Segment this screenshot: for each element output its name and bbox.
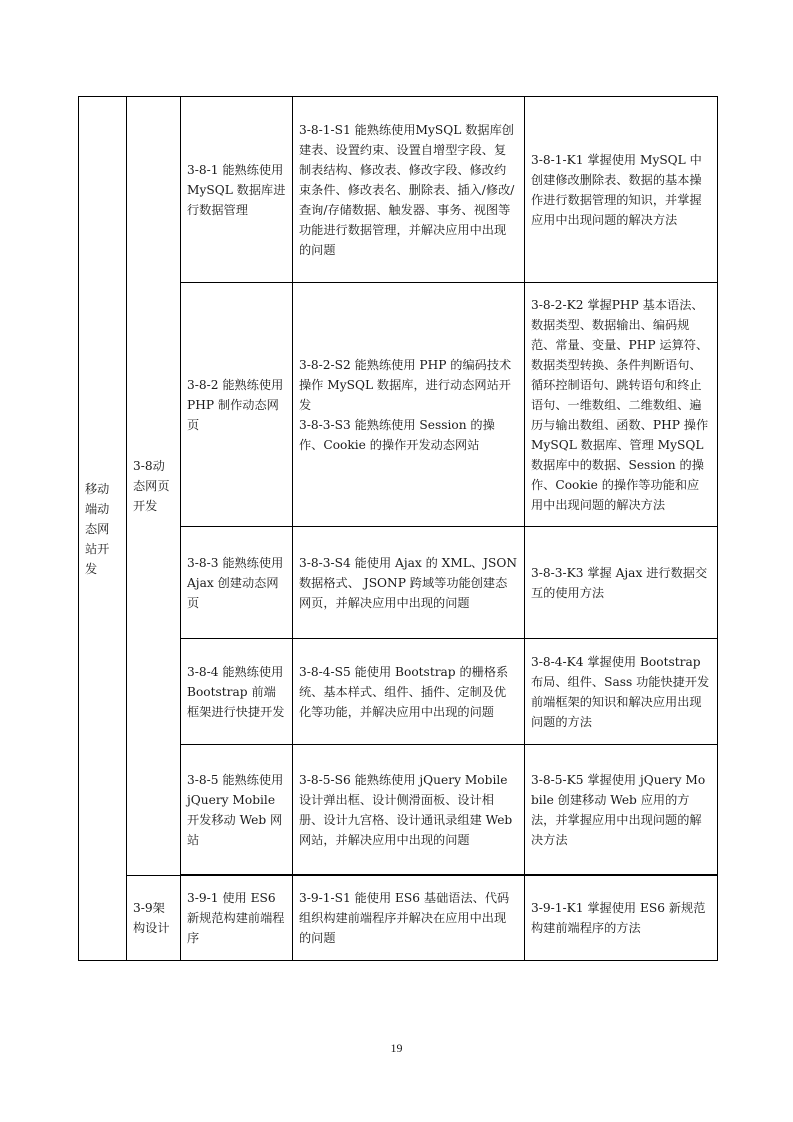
- curriculum-table: [78, 96, 718, 961]
- ability-cell: 3-8-3 能熟练使用 Ajax 创建动态网页: [181, 527, 293, 639]
- ability-cell: 3-8-5 能熟练使用 jQuery Mobile 开发移动 Web 网站: [181, 745, 293, 875]
- ability-cell: 3-8-4 能熟练使用 Bootstrap 前端框架进行快捷开发: [181, 639, 293, 745]
- knowledge-cell: 3-8-4-K4 掌握使用 Bootstrap 布局、组件、Sass 功能快捷开发前端框架的知识和解决应用出现问题的方法: [525, 639, 718, 745]
- knowledge-cell: 3-8-1-K1 掌握使用 MySQL 中创建修改删除表、数据的基本操作进行数据管理的知识，并掌握应用中出现问题的解决方法: [525, 97, 718, 283]
- skill-cell: 3-8-5-S6 能熟练使用 jQuery Mobile 设计弹出框、设计侧滑面板、设计相册、设计九宫格、设计通讯录组建 Web 网站，并解决应用中出现的问题: [293, 745, 525, 875]
- skill-cell: 3-9-1-S1 能使用 ES6 基础语法、代码组织构建前端程序并解决在应用中出现的问题: [293, 876, 525, 961]
- knowledge-cell: 3-8-2-K2 掌握PHP 基本语法、数据类型、数据输出、编码规范、常量、变量、PHP 运算符、数据类型转换、条件判断语句、循环控制语句、跳转语句和终止语句、一维数组、二维数组、遍历与输出数组、函数、PHP 操作 MySQL 数据库、管理 MySQL 数据库中的数据、Session 的操作、Cookie 的操作等功能和应用中出现问题的解决方法: [525, 283, 718, 527]
- ability-cell: 3-9-1 使用 ES6 新规范构建前端程序: [181, 876, 293, 961]
- ability-cell: 3-8-2 能熟练使用 PHP 制作动态网页: [181, 283, 293, 527]
- unit-label: 3-9架构设计: [133, 901, 170, 935]
- table-row: [79, 97, 718, 283]
- knowledge-cell: 3-9-1-K1 掌握使用 ES6 新规范构建前端程序的方法: [525, 876, 718, 961]
- skill-cell: 3-8-3-S4 能使用 Ajax 的 XML、JSON 数据格式、 JSONP 跨域等功能创建态网页，并解决应用中出现的问题: [293, 527, 525, 639]
- area-label: 移动端动态网站开发: [85, 481, 110, 576]
- unit-label: 3-8动态网页开发: [133, 459, 170, 513]
- knowledge-cell: 3-8-5-K5 掌握使用 jQuery Mobile 创建移动 Web 应用的方法，并掌握应用中出现问题的解决方法: [525, 745, 718, 875]
- skill-cell: 3-8-4-S5 能使用 Bootstrap 的栅格系统、基本样式、组件、插件、定制及优化等功能，并解决应用中出现的问题: [293, 639, 525, 745]
- unit-cell: [127, 97, 181, 876]
- unit-cell: [127, 876, 181, 961]
- skill-cell: 3-8-2-S2 能熟练使用 PHP 的编码技术操作 MySQL 数据库，进行动态网站开发 3-8-3-S3 能熟练使用 Session 的操作、Cookie 的操作开发动态网站: [293, 283, 525, 527]
- ability-cell: 3-8-1 能熟练使用 MySQL 数据库进行数据管理: [181, 97, 293, 283]
- area-cell: [79, 97, 127, 961]
- page-number: 19: [390, 1041, 403, 1055]
- knowledge-cell: 3-8-3-K3 掌握 Ajax 进行数据交互的使用方法: [525, 527, 718, 639]
- table-row: [79, 876, 718, 961]
- skill-cell: 3-8-1-S1 能熟练使用MySQL 数据库创建表、设置约束、设置自增型字段、复制表结构、修改表、修改字段、修改约束条件、修改表名、删除表、插入/修改/查询/存储数据、触发器、事务、视图等功能进行数据管理，并解决应用中出现的问题: [293, 97, 525, 283]
